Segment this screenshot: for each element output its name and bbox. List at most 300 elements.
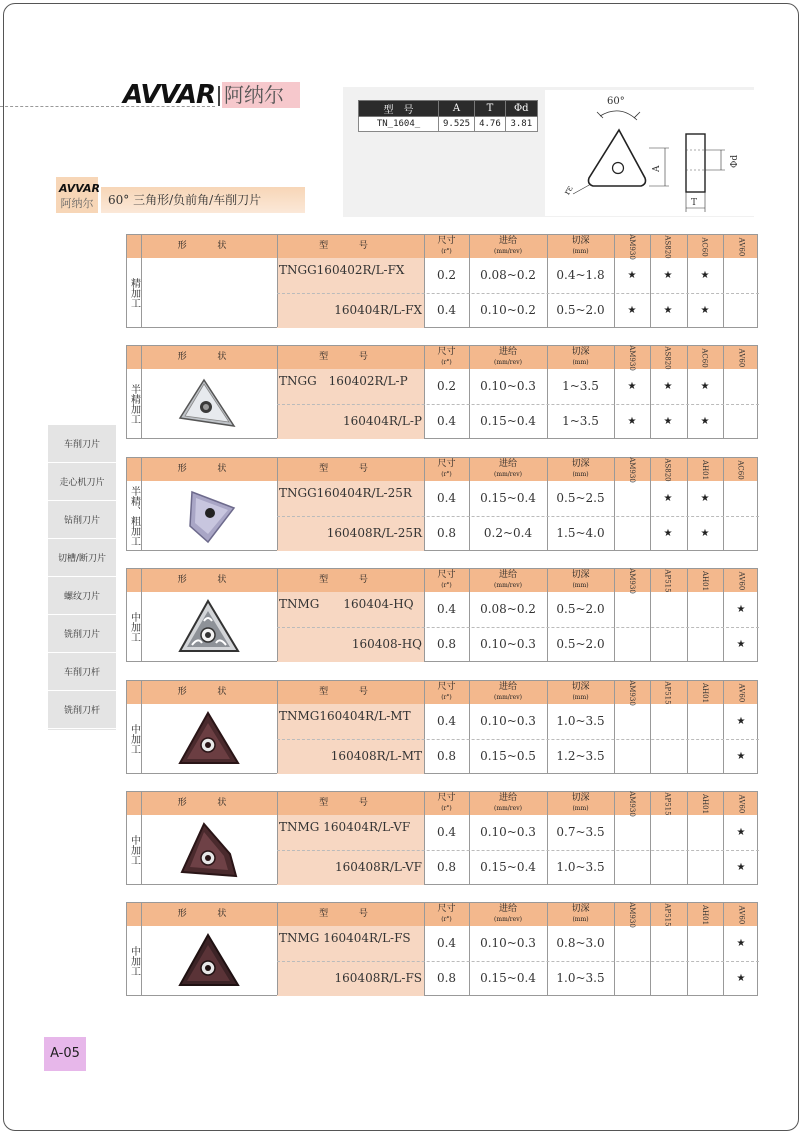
- grade-header: [614, 233, 650, 260]
- grade-label: AV60: [736, 794, 745, 813]
- header-feed: [469, 681, 547, 704]
- nav-item-milling-holders[interactable]: 铣削刀杆: [48, 691, 116, 729]
- radius-value: 0.4: [436, 414, 457, 428]
- header-feed-unit: (mm/rev): [494, 582, 522, 589]
- column-divider: [277, 458, 278, 550]
- depth-value: 1.0~3.5: [556, 971, 605, 985]
- radius-value: 0.4: [436, 491, 457, 505]
- model-code: TNMG 160404-HQ: [279, 597, 414, 611]
- grade-star: [614, 926, 650, 961]
- model-code: TNMG 160404R/L-VF: [279, 820, 411, 834]
- grade-star: [687, 815, 723, 850]
- grade-star: [614, 704, 650, 739]
- radius-value: 0.4: [436, 936, 457, 950]
- header-depth: [547, 346, 614, 369]
- grade-star: [650, 961, 686, 996]
- depth-value: 1.0~3.5: [556, 714, 605, 728]
- header-shape: 形 状: [177, 575, 241, 585]
- header-size: [424, 458, 469, 481]
- grade-header: [687, 904, 723, 925]
- side-nav: [48, 425, 116, 730]
- grade-header: [614, 790, 650, 817]
- radius-value: 0.8: [436, 749, 457, 763]
- header-depth: [547, 792, 614, 815]
- model-code: 160408R/L-25R: [326, 526, 422, 540]
- grade-header: [650, 793, 686, 814]
- grade-label: AS820: [664, 345, 672, 370]
- radius-value: 0.4: [436, 714, 457, 728]
- spec-header-d: Φd: [505, 101, 537, 117]
- dim-a-label: A: [652, 165, 662, 172]
- grade-star: ★: [736, 639, 746, 650]
- header-model: 型 号: [319, 241, 382, 251]
- header-size: [424, 346, 469, 369]
- nav-item-grooving-inserts[interactable]: 切槽/断刀片: [48, 539, 116, 577]
- product-table: [126, 234, 758, 328]
- grade-star: [614, 850, 650, 885]
- header-feed-unit: (mm/rev): [494, 805, 522, 812]
- feed-value: 0.15~0.5: [480, 749, 536, 763]
- header-depth: [547, 235, 614, 258]
- product-table: [126, 680, 758, 774]
- grade-star: [723, 516, 759, 551]
- product-table: [126, 457, 758, 551]
- grade-star: ★: [663, 305, 673, 316]
- grade-label: AS820: [664, 234, 672, 259]
- insert-drawing: [545, 90, 755, 216]
- grade-star: ★: [736, 716, 746, 727]
- insert-image: [141, 815, 277, 885]
- header-feed-label: 进给: [498, 459, 517, 469]
- feed-value: 0.10~0.3: [480, 379, 536, 393]
- header-shape: 形 状: [177, 798, 241, 808]
- column-divider: [277, 903, 278, 995]
- header-model: 型 号: [319, 909, 382, 919]
- grade-star: [687, 961, 723, 996]
- category-label: 精加工: [128, 278, 140, 308]
- column-divider: [277, 569, 278, 661]
- section-tag: [56, 177, 101, 213]
- grade-label: AH01: [700, 904, 709, 925]
- column-divider: [277, 346, 278, 438]
- grade-header: [687, 347, 723, 368]
- depth-value: 0.5~2.0: [556, 602, 605, 616]
- grade-star: ★: [700, 381, 710, 392]
- grade-star: [687, 926, 723, 961]
- header-feed-label: 进给: [498, 682, 517, 692]
- header-size: [424, 681, 469, 704]
- depth-value: 0.5~2.0: [556, 303, 605, 317]
- header-feed: [469, 235, 547, 258]
- grade-star: ★: [663, 381, 673, 392]
- grade-label: AV60: [736, 571, 745, 590]
- grade-label: AP515: [663, 791, 672, 816]
- depth-value: 1~3.5: [562, 379, 599, 393]
- grade-header: [650, 459, 686, 480]
- grade-header: [687, 236, 723, 257]
- grade-star: [723, 369, 759, 404]
- header-model: 型 号: [319, 352, 382, 362]
- radius-value: 0.2: [436, 268, 457, 282]
- logo-separator: [218, 86, 220, 106]
- grade-label: AH01: [700, 682, 709, 703]
- model-code: 160408R/L-MT: [330, 749, 422, 763]
- category-label: 中加工: [128, 946, 140, 976]
- grade-label: AC60: [736, 459, 745, 480]
- header-feed: [469, 458, 547, 481]
- grade-star: ★: [736, 973, 746, 984]
- grade-star: [723, 258, 759, 293]
- grade-header: [723, 570, 759, 591]
- spec-table: [358, 100, 538, 132]
- section-title: 60° 三角形/负前角/车削刀片: [101, 187, 305, 213]
- model-code: 160408-HQ: [351, 637, 422, 651]
- insert-image: [141, 926, 277, 996]
- feed-value: 0.10~0.3: [480, 936, 536, 950]
- grade-header: [614, 679, 650, 706]
- model-code: TNMG160404R/L-MT: [279, 709, 411, 723]
- depth-value: 1.2~3.5: [556, 749, 605, 763]
- section-tag-cn: 阿纳尔: [60, 197, 94, 210]
- grade-star: [614, 516, 650, 551]
- model-code: 160408R/L-VF: [334, 860, 422, 874]
- dim-t-label: T: [691, 198, 698, 208]
- nav-item-drilling-inserts[interactable]: 钻削刀片: [48, 501, 116, 539]
- grade-header: [650, 904, 686, 925]
- category-label: 半精、粗加工: [128, 486, 140, 546]
- spec-header-t: T: [475, 101, 506, 117]
- grade-star: [614, 961, 650, 996]
- model-code: TNGG160404R/L-25R: [279, 486, 412, 500]
- header-feed-unit: (mm/rev): [494, 359, 522, 366]
- header-size-unit: (r°): [441, 916, 452, 923]
- header-shape: 形 状: [177, 352, 241, 362]
- insert-image: [141, 704, 277, 774]
- grade-star: ★: [736, 751, 746, 762]
- grade-header: [723, 347, 759, 368]
- grade-star: [687, 627, 723, 662]
- grade-star: ★: [663, 270, 673, 281]
- product-table: [126, 902, 758, 996]
- model-code: 160404R/L-P: [343, 414, 422, 428]
- header-model: 型 号: [319, 798, 382, 808]
- depth-value: 0.5~2.0: [556, 637, 605, 651]
- header-depth-label: 切深: [571, 793, 590, 803]
- grade-label: AH01: [700, 570, 709, 591]
- header-depth-unit: (mm): [572, 582, 589, 589]
- header-size-label: 尺寸: [437, 682, 456, 692]
- grade-star: [687, 592, 723, 627]
- header-depth-label: 切深: [571, 570, 590, 580]
- feed-value: 0.10~0.2: [480, 303, 536, 317]
- grade-label: AH01: [700, 459, 709, 480]
- grade-label: AM930: [628, 567, 636, 594]
- model-code: 160408R/L-FS: [334, 971, 422, 985]
- header-feed-label: 进给: [498, 793, 517, 803]
- header-depth-label: 切深: [571, 904, 590, 914]
- grade-label: AM930: [628, 790, 636, 817]
- grade-star: ★: [700, 270, 710, 281]
- feed-value: 0.10~0.3: [480, 714, 536, 728]
- grade-label: AM930: [628, 233, 636, 260]
- grade-star: [614, 815, 650, 850]
- header-model: 型 号: [319, 464, 382, 474]
- header-size-unit: (r°): [441, 805, 452, 812]
- header-feed-unit: (mm/rev): [494, 916, 522, 923]
- grade-star: ★: [700, 416, 710, 427]
- radius-value: 0.8: [436, 860, 457, 874]
- angle-label: 60°: [607, 96, 625, 107]
- brand-logo: AVVAR: [123, 80, 215, 110]
- dim-d-label: Φd: [730, 154, 740, 168]
- header-depth-unit: (mm): [572, 916, 589, 923]
- grade-star: [614, 481, 650, 516]
- grade-star: ★: [736, 827, 746, 838]
- category-label: 中加工: [128, 835, 140, 865]
- section-mini-logo: AVVAR: [59, 182, 101, 195]
- radius-value: 0.8: [436, 637, 457, 651]
- header-feed: [469, 346, 547, 369]
- feed-value: 0.10~0.3: [480, 637, 536, 651]
- category-label: 半精加工: [128, 384, 140, 424]
- grade-label: AV60: [736, 237, 745, 256]
- header-size-label: 尺寸: [437, 459, 456, 469]
- grade-header: [723, 793, 759, 814]
- header-size-unit: (r°): [441, 248, 452, 255]
- grade-star: [687, 850, 723, 885]
- header-depth-unit: (mm): [572, 359, 589, 366]
- depth-value: 0.5~2.5: [556, 491, 605, 505]
- grade-header: [614, 567, 650, 594]
- grade-label: AC60: [700, 347, 709, 368]
- grade-star: ★: [663, 528, 673, 539]
- insert-image: [141, 592, 277, 662]
- header-size-label: 尺寸: [437, 793, 456, 803]
- grade-star: [614, 592, 650, 627]
- grade-star: ★: [663, 493, 673, 504]
- header-size-unit: (r°): [441, 694, 452, 701]
- header-size-label: 尺寸: [437, 236, 456, 246]
- grade-header: [723, 904, 759, 925]
- grade-header: [687, 793, 723, 814]
- spec-value-t: 4.76: [475, 117, 506, 132]
- depth-value: 0.4~1.8: [556, 268, 605, 282]
- grade-label: AM930: [628, 679, 636, 706]
- grade-star: ★: [736, 604, 746, 615]
- category-label: 中加工: [128, 612, 140, 642]
- insert-image: [141, 481, 277, 551]
- header-model: 型 号: [319, 575, 382, 585]
- page-label: A-05: [44, 1037, 86, 1071]
- model-code: TNGG160402R/L-FX: [279, 263, 405, 277]
- grade-header: [650, 682, 686, 703]
- grade-star: [614, 627, 650, 662]
- grade-label: AV60: [736, 348, 745, 367]
- header-feed-label: 进给: [498, 570, 517, 580]
- header-size: [424, 903, 469, 926]
- grade-label: AV60: [736, 905, 745, 924]
- grade-star: [650, 627, 686, 662]
- column-divider: [277, 792, 278, 884]
- grade-star: ★: [663, 416, 673, 427]
- grade-star: [650, 704, 686, 739]
- header-feed-unit: (mm/rev): [494, 248, 522, 255]
- nav-item-turning-holders[interactable]: 车削刀杆: [48, 653, 116, 691]
- header-size: [424, 235, 469, 258]
- grade-label: AM930: [628, 344, 636, 371]
- feed-value: 0.15~0.4: [480, 414, 536, 428]
- grade-label: AP515: [663, 902, 672, 927]
- spec-value-model: TN_1604_: [359, 117, 439, 132]
- nav-item-swiss-inserts[interactable]: 走心机刀片: [48, 463, 116, 501]
- grade-star: [723, 481, 759, 516]
- grade-star: [650, 815, 686, 850]
- header-feed-unit: (mm/rev): [494, 694, 522, 701]
- grade-star: ★: [736, 938, 746, 949]
- brand-name-cn: 阿纳尔: [222, 82, 300, 108]
- grade-star: ★: [627, 416, 637, 427]
- grade-header: [723, 459, 759, 480]
- radius-value: 0.2: [436, 379, 457, 393]
- product-table: [126, 791, 758, 885]
- header-size: [424, 792, 469, 815]
- category-label: 中加工: [128, 724, 140, 754]
- grade-header: [614, 344, 650, 371]
- grade-header: [650, 570, 686, 591]
- feed-value: 0.2~0.4: [483, 526, 533, 540]
- grade-header: [614, 901, 650, 928]
- model-code: 160404R/L-FX: [334, 303, 422, 317]
- header-feed-unit: (mm/rev): [494, 471, 522, 478]
- header-size-unit: (r°): [441, 582, 452, 589]
- radius-value: 0.4: [436, 303, 457, 317]
- grade-star: [650, 739, 686, 774]
- grade-star: ★: [627, 270, 637, 281]
- header-size-label: 尺寸: [437, 347, 456, 357]
- grade-header: [723, 682, 759, 703]
- column-divider: [277, 235, 278, 327]
- nav-item-milling-inserts[interactable]: 铣削刀片: [48, 615, 116, 653]
- model-code: TNGG 160402R/L-P: [279, 374, 408, 388]
- grade-label: AC60: [700, 236, 709, 257]
- header-shape: 形 状: [177, 687, 241, 697]
- header-depth-unit: (mm): [572, 694, 589, 701]
- grade-star: [650, 850, 686, 885]
- depth-value: 1.5~4.0: [556, 526, 605, 540]
- dim-r-label: rε: [562, 184, 576, 197]
- header-size: [424, 569, 469, 592]
- spec-value-a: 9.525: [439, 117, 475, 132]
- grade-label: AP515: [663, 680, 672, 705]
- header-feed: [469, 569, 547, 592]
- grade-header: [650, 347, 686, 368]
- insert-image: [141, 369, 277, 439]
- header-depth-label: 切深: [571, 459, 590, 469]
- feed-value: 0.10~0.3: [480, 825, 536, 839]
- header-size-label: 尺寸: [437, 904, 456, 914]
- grade-label: AM930: [628, 456, 636, 483]
- grade-label: AS820: [664, 457, 672, 482]
- header-depth-unit: (mm): [572, 471, 589, 478]
- grade-star: ★: [700, 305, 710, 316]
- header-depth-label: 切深: [571, 347, 590, 357]
- feed-value: 0.15~0.4: [480, 971, 536, 985]
- spec-value-d: 3.81: [505, 117, 537, 132]
- grade-star: [650, 926, 686, 961]
- grade-label: AM930: [628, 901, 636, 928]
- grade-star: [723, 293, 759, 328]
- header-feed-label: 进给: [498, 236, 517, 246]
- product-table: [126, 345, 758, 439]
- grade-star: ★: [627, 305, 637, 316]
- grade-star: [687, 704, 723, 739]
- grade-star: ★: [700, 528, 710, 539]
- spec-header-model: 型 号: [359, 101, 439, 117]
- header-size-unit: (r°): [441, 471, 452, 478]
- nav-item-turning-inserts[interactable]: 车削刀片: [48, 425, 116, 463]
- grade-star: [687, 739, 723, 774]
- grade-header: [650, 236, 686, 257]
- grade-header: [687, 570, 723, 591]
- header-depth-label: 切深: [571, 236, 590, 246]
- radius-value: 0.4: [436, 825, 457, 839]
- feed-value: 0.15~0.4: [480, 860, 536, 874]
- grade-star: ★: [627, 381, 637, 392]
- radius-value: 0.4: [436, 602, 457, 616]
- feed-value: 0.08~0.2: [480, 602, 536, 616]
- depth-value: 0.8~3.0: [556, 936, 605, 950]
- insert-image: [141, 258, 277, 328]
- depth-value: 1~3.5: [562, 414, 599, 428]
- grade-header: [723, 236, 759, 257]
- model-code: TNMG 160404R/L-FS: [279, 931, 411, 945]
- depth-value: 1.0~3.5: [556, 860, 605, 874]
- header-depth: [547, 903, 614, 926]
- grade-header: [687, 459, 723, 480]
- header-feed: [469, 792, 547, 815]
- header-depth: [547, 569, 614, 592]
- grade-star: [650, 592, 686, 627]
- header-shape: 形 状: [177, 464, 241, 474]
- header-feed-label: 进给: [498, 347, 517, 357]
- header-feed-label: 进给: [498, 904, 517, 914]
- grade-label: AP515: [663, 568, 672, 593]
- header-depth-unit: (mm): [572, 248, 589, 255]
- radius-value: 0.8: [436, 526, 457, 540]
- header-depth-unit: (mm): [572, 805, 589, 812]
- grade-star: ★: [736, 862, 746, 873]
- product-table: [126, 568, 758, 662]
- feed-value: 0.15~0.4: [480, 491, 536, 505]
- header-size-label: 尺寸: [437, 570, 456, 580]
- header-shape: 形 状: [177, 909, 241, 919]
- header-depth-label: 切深: [571, 682, 590, 692]
- nav-item-threading-inserts[interactable]: 螺纹刀片: [48, 577, 116, 615]
- column-divider: [277, 681, 278, 773]
- header-feed: [469, 903, 547, 926]
- grade-star: [614, 739, 650, 774]
- grade-star: [723, 404, 759, 439]
- grade-star: ★: [700, 493, 710, 504]
- header-size-unit: (r°): [441, 359, 452, 366]
- header-depth: [547, 681, 614, 704]
- header-depth: [547, 458, 614, 481]
- header-shape: 形 状: [177, 241, 241, 251]
- grade-header: [614, 456, 650, 483]
- spec-header-a: A: [439, 101, 475, 117]
- header-model: 型 号: [319, 687, 382, 697]
- depth-value: 0.7~3.5: [556, 825, 605, 839]
